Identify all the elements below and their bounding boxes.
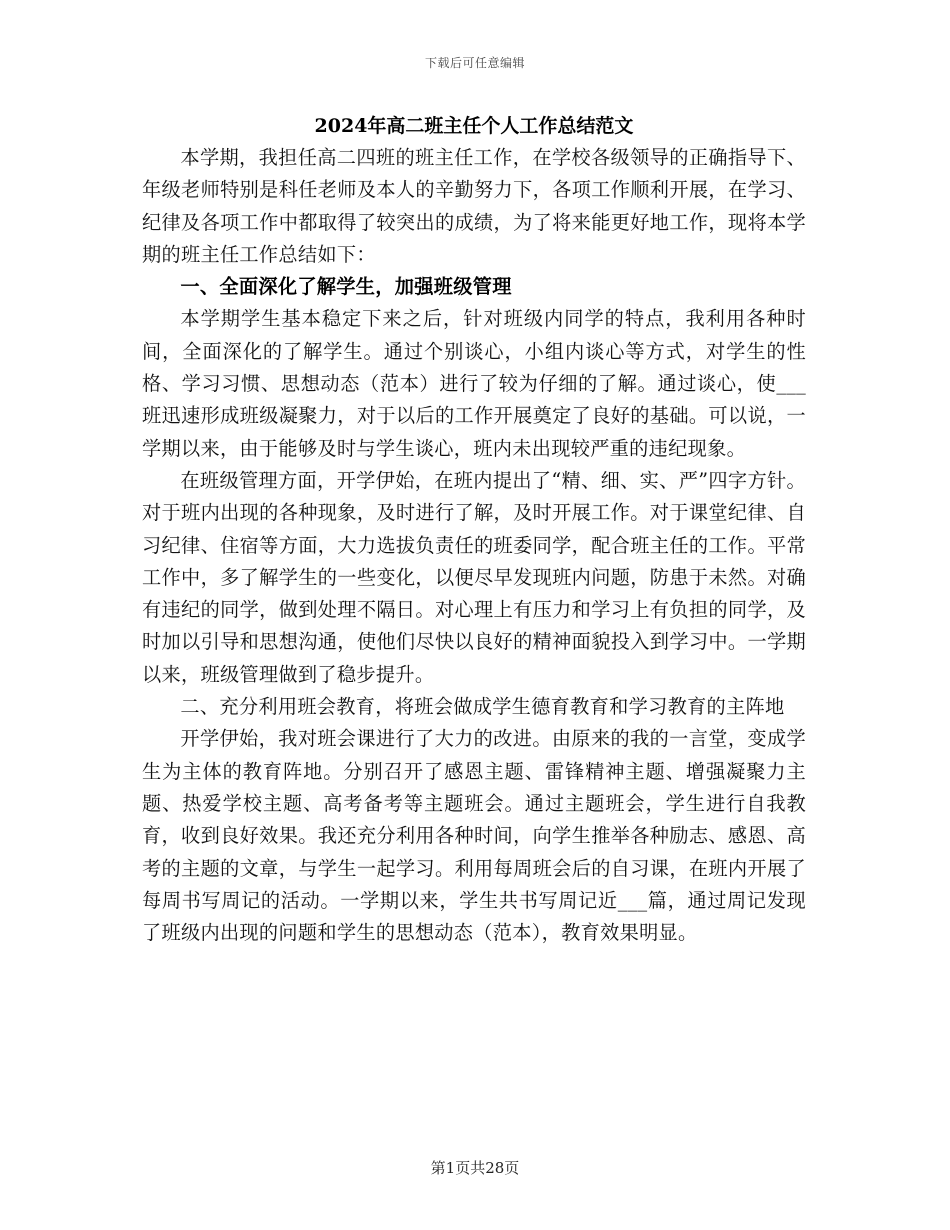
section-heading-1: 一、全面深化了解学生，加强班级管理 xyxy=(180,275,512,299)
intro-paragraph: 本学期，我担任高二四班的班主任工作，在学校各级领导的正确指导下、年级老师特别是科任老师及本人的辛勤努力下，各项工作顺利开展，在学习、纪律及各项工作中都取得了较突出的成绩，为了将来能更好地工作，现将本学期的班主任工作总结如下： xyxy=(142,146,806,266)
body-paragraph: 本学期学生基本稳定下来之后，针对班级内同学的特点，我利用各种时间，全面深化的了解学生。通过个别谈心，小组内谈心等方式，对学生的性格、学习习惯、思想动态（范本）进行了较为仔细的了解。通过谈心，使___班迅速形成班级凝聚力，对于以后的工作开展奠定了良好的基础。可以说，一学期以来，由于能够及时与学生谈心，班内未出现较严重的违纪现象。 xyxy=(142,307,806,460)
section-heading-2: 二、充分利用班会教育，将班会做成学生德育教育和学习教育的主阵地 xyxy=(180,695,785,719)
body-paragraph: 在班级管理方面，开学伊始，在班内提出了“精、细、实、严”四字方针。对于班内出现的各种现象，及时进行了解，及时开展工作。对于课堂纪律、自习纪律、住宿等方面，大力选拔负责任的班委同学，配合班主任的工作。平常工作中，多了解学生的一些变化，以便尽早发现班内问题，防患于未然。对确有违纪的同学，做到处理不隔日。对心理上有压力和学习上有负担的同学，及时加以引导和思想沟通，使他们尽快以良好的精神面貌投入到学习中。一学期以来，班级管理做到了稳步提升。 xyxy=(142,468,806,686)
page-header: 下载后可任意编辑 xyxy=(424,56,525,70)
page-footer: 第1页共28页 xyxy=(430,1159,520,1177)
document-title: 2024年高二班主任个人工作总结范文 xyxy=(314,115,634,137)
document-body xyxy=(142,110,806,949)
body-paragraph: 开学伊始，我对班会课进行了大力的改进。由原来的我的一言堂，变成学生为主体的教育阵地。分别召开了感恩主题、雷锋精神主题、增强凝聚力主题、热爱学校主题、高考备考等主题班会。通过主题班会，学生进行自我教育，收到良好效果。我还充分利用各种时间，向学生推举各种励志、感恩、高考的主题的文章，与学生一起学习。利用每周班会后的自习课，在班内开展了每周书写周记的活动。一学期以来，学生共书写周记近___篇，通过周记发现了班级内出现的问题和学生的思想动态（范本），教育效果明显。 xyxy=(142,727,806,945)
